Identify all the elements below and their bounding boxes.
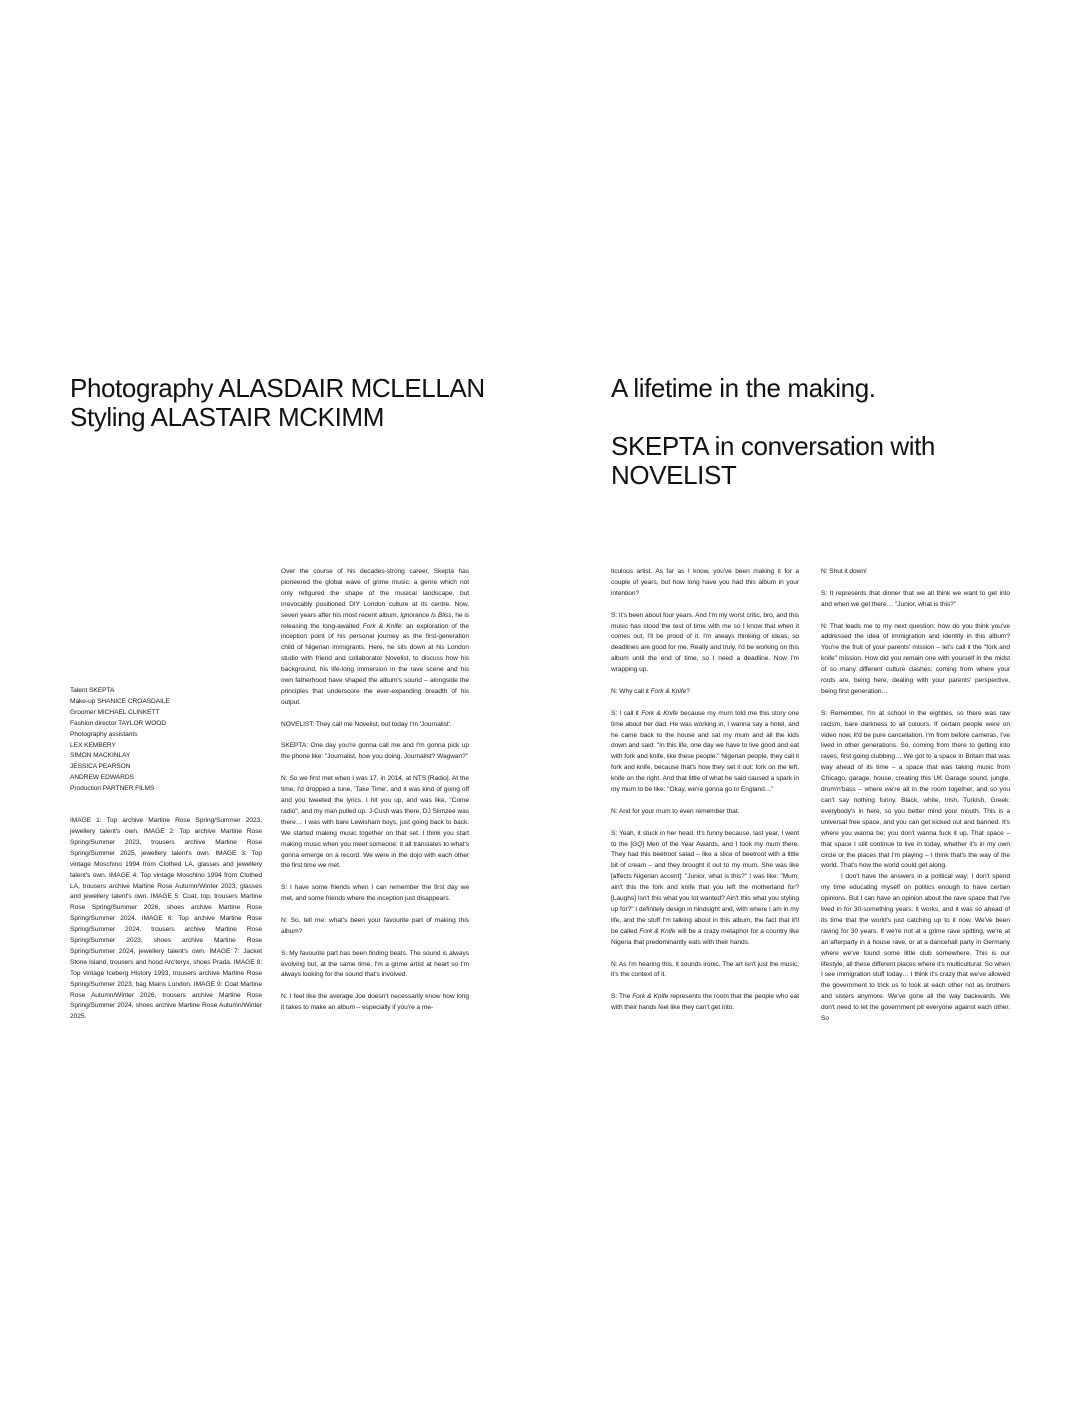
article-subtitle-line: NOVELIST xyxy=(611,460,737,490)
article-title-line: A lifetime in the making. xyxy=(611,373,876,403)
article-title xyxy=(611,374,1011,490)
interview-paragraph: N: Shut it down! xyxy=(821,568,867,575)
credit-line: Groomer MICHAEL CLINKETT xyxy=(70,708,160,716)
credit-line: ANDREW EDWARDS xyxy=(70,774,134,782)
credit-line: Production PARTNER FILMS xyxy=(70,785,155,793)
credit-line: Fashion director TAYLOR WOOD xyxy=(70,719,167,727)
interview-paragraph: S: It represents that dinner that we all think we want to get into and when we get there… "Junior, what is this?" xyxy=(821,589,1010,608)
interview-paragraph: N: So, tell me: what's been your favourite part of making this album? xyxy=(281,916,469,935)
interview-column-3 xyxy=(821,567,1010,1025)
magazine-title: GQ xyxy=(632,840,643,848)
interview-paragraph xyxy=(611,687,799,698)
intro-text: , he is releasing the long-awaited xyxy=(281,611,469,630)
credit-line: Make-up SHANICE CROASDAILE xyxy=(70,697,170,705)
para-text: S: Yeah, it stuck in her head. It's funny because, last year, I went to the [ xyxy=(611,829,799,848)
para-text: S: I call it xyxy=(611,709,642,717)
interview-column-2 xyxy=(611,567,799,1025)
para-text: represents the room that the people who eat with their hands feel like they can't get into. xyxy=(611,993,799,1012)
para-text: because my mum told me this story one time about her dad. He was working in, I wanna say a hotel, and he came back to the house and sat my mum and all the kids down and said: "In this life, one day we have to live good and eat with fork and knife, like these people." Nigerian people, they call it fork and knife, because that's how they set it out: fork on the left, knife on the right. And that little of what he said caused a spark in my mum to be like: "Okay, we're gonna go to England…" xyxy=(611,709,799,794)
interview-paragraph: SKEPTA: One day you're gonna call me and I'm gonna pick up the phone like: "Journalist, how you doing, Journalist? Wagwan?" xyxy=(281,742,469,761)
credit-line: JESSICA PEARSON xyxy=(70,763,131,771)
title-spacer xyxy=(611,403,1011,432)
article-subtitle-line: SKEPTA in conversation with xyxy=(611,431,935,461)
para-text: will be a crazy metaphor for a country like Nigeria that predominantly eats with their hands. xyxy=(611,927,800,946)
album-title: Fork & Knife xyxy=(641,709,678,717)
interview-paragraph: NOVELIST: They call me Novelist, but today I'm 'Journalist'. xyxy=(281,720,452,728)
credits-column xyxy=(70,686,262,1034)
interview-paragraph: S: My favourite part has been finding beats. The sound is always evolving but, at the same time, I'm a grime artist at heart so I'm always looking for the sound that's involved. xyxy=(281,949,469,979)
interview-column-1 xyxy=(281,567,469,1025)
interview-paragraph: S: It's been about four years. And I'm my worst critic, bro, and this music has stood the test of time with me so I know that when it comes out, I'll be proud of it. I'm always thinking of ideas, so deadlines are good for me. Really and truly, I'd be working on this album until the end of time, so I need a deadline. Now I'm wrapping up. xyxy=(611,611,799,674)
interview-paragraph: I don't have the answers in a political way; I don't spend my time educating myself on politics enough to have certain opinions. But I can have an opinion about the rave space that I've lived in for 30-something years: it works, and it was so ahead of its time that the world's just catching up to it now. We've been raving for 30 years. If we're not at a grime rave spitting, we're at an afterparty in a house rave, or at a dancehall party in Germany where we've found some little club somewhere. This is our lifestyle, all these different places where it's multicultural. So when I see immigration stuff today… I think it's crazy that we've allowed the government to trick us to look at each other not as brothers and sisters anymore. We've gone all the way backwards. We don't need to let the government pit everyone against each other. So xyxy=(821,873,1010,1023)
album-title: Ignorance Is Bliss xyxy=(400,611,452,619)
interview-paragraph xyxy=(611,992,799,1014)
interview-paragraph: N: So we first met when I was 17, in 2014, at NTS [Radio]. At the time, I'd dropped a tune, 'Take Time', and it was kind of going off and you tweeted the lyrics. I hit you up, and was like, "Come radio", and my man pulled up. J-Cush was there, DJ Slimzee was there… I was with bare Lewisham boys, just going back to back. We started making music together on that set. I think you start making music when you meet someone: it all translates to what's gonna emerge on a record. We were in the dojo with each other the first time we met. xyxy=(281,775,469,870)
album-title: Fork & Knife xyxy=(362,622,402,630)
photography-credit: Photography ALASDAIR MCLELLAN xyxy=(70,373,485,403)
image-captions: IMAGE 1: Top archive Martine Rose Spring/Summer 2023, jewellery talent's own. IMAGE 2: Top archive Martine Rose Spring/Summer 2023, trousers archive Martine Rose Spring/Summer 2025, jewellery talent's own. IMAGE 3: Top vintage Moschino 1994 from Clothed LA, glasses and jewellery talent's own. IMAGE 4: Top vintage Moschino 1994 from Clothed LA, trousers archive Martine Rose Autumn/Winter 2023, glasses and jewellery talent's own. IMAGE 5: Coat, top, trousers Martine Rose Spring/Summer 2026, shoes archive Martine Rose Spring/Summer 2024. IMAGE 6: Top archive Martine Rose Spring/Summer 2024, trousers archive Martine Rose Spring/Summer 2023, shoes archive Martine Rose Spring/Summer 2024, jewellery talent's own. IMAGE 7: Jacket Stone Island, trousers and hood Arc'teryx, shoes Prada. IMAGE 8: Top vintage Iceberg History 1993, trousers archive Martine Rose Spring/Summer 2023, bag Mains London. IMAGE 9: Coat Martine Rose Autumn/Winter 2026, trousers archive Martine Rose Spring/Summer 2024, shoes archive Martine Rose Autumn/Winter 2025. xyxy=(70,817,262,1021)
intro-text: : an exploration of the inception point of his personal journey as the first-generation child of Nigerian immigrants. Here, he sits down at his London studio with friend and collaborator Novelist, to discuss how his background, his life-long immersion in the rave scene and his own fatherhood have shaped the album's sound – alongside the principles that underscore the ever-expanding breadth of his output. xyxy=(281,622,469,706)
interview-paragraph xyxy=(611,829,799,949)
interview-paragraph: N: That leads me to my next question: how do you think you've addressed the idea of immigration and identity in this album? You're the fruit of your parents' mission – let's call it the "fork and knife" mission. How did you remain one with yourself in the midst of so many different culture clashes; coming from where your roots are, being here, dealing with your parents' perspective, being first generation… xyxy=(821,622,1010,695)
album-title: Fork & Knife xyxy=(639,927,676,935)
para-text: ? xyxy=(686,687,690,695)
photo-credits-heading xyxy=(70,374,540,432)
interview-paragraph: N: I feel like the average Joe doesn't necessarily know how long it takes to make an album – especially if you're a me- xyxy=(281,993,469,1012)
interview-paragraph: N: As I'm hearing this, it sounds ironic. The art isn't just the music; it's the context of it. xyxy=(611,960,799,979)
intro-text: Over the course of his decades-strong career, Skepta has pioneered the global wave of grime music: a genre which not only refigured the shape of the musical landscape, but irrevocably positioned DIY London culture at its centre. Now, seven years after his most recent album, xyxy=(281,568,469,619)
album-title: Fork & Knife xyxy=(632,993,669,1001)
interview-paragraph: ticulous artist. As far as I know, you've been making it for a couple of years, but how long have you had this album in your intention? xyxy=(611,568,799,597)
intro-paragraph xyxy=(281,567,469,709)
para-text: N: Why call it xyxy=(611,687,651,695)
credit-line: SIMON MACKINLAY xyxy=(70,752,131,760)
interview-paragraph: N: And for your mum to even remember that. xyxy=(611,807,740,815)
interview-paragraph xyxy=(611,709,799,796)
credit-line: LEX KEMBERY xyxy=(70,741,116,749)
para-text: S: The xyxy=(611,993,633,1001)
credit-line: Photography assistants xyxy=(70,730,138,738)
album-title: Fork & Knife xyxy=(650,687,687,695)
styling-credit: Styling ALASTAIR MCKIMM xyxy=(70,402,384,432)
team-credits xyxy=(70,686,262,795)
credit-line: Talent SKEPTA xyxy=(70,687,115,694)
interview-paragraph: S: Remember, I'm at school in the eighties, so there was raw racism, bare darkness to all colours. If certain people were on video now, it'd be pure cancellation. I'm from before cameras, I've lived in other generations. So, coming from there to getting into raves, first going clubbing… We got to a space in Britain that was way ahead of its time – a space that was taking music from Chicago, garage, house, creating this UK Garage sound, jungle, drum'n'bass – where we're all in the room together, and so you can't say nothing funny. Black, white, Irish, Turkish, Greek: everybody's in here, so you better mind your mouth. This is a universal free space, and you can get kicked out and banned. It's where you wanna be; you don't wanna fuck it up. That space – that space I still continue to live in today, whether it's in my own circle or the places that I'm playing – I think that's the way of the world. That's how the world could get along. xyxy=(821,709,1010,870)
interview-paragraph: S: I have some friends when I can remember the first day we met, and some friends where the inception just disappears. xyxy=(281,884,469,903)
para-text: ] Men of the Year Awards, and I took my mum there. They had this beetroot salad – like a slice of beetroot with a little bit of cream – and they brought it out to my mum. She was like [affects Nigerian accent]: "Junior, what is this?" I was like: "Mum, ain't this the fork and knife that you left the motherland for? [Laughs] Isn't this what you lot wanted? Ain't this what you styling up for?" I definitely design in hindsight and, with where I am in my life, and the stuff I'm talking about in this album, the fact that it'll be called xyxy=(611,840,799,935)
